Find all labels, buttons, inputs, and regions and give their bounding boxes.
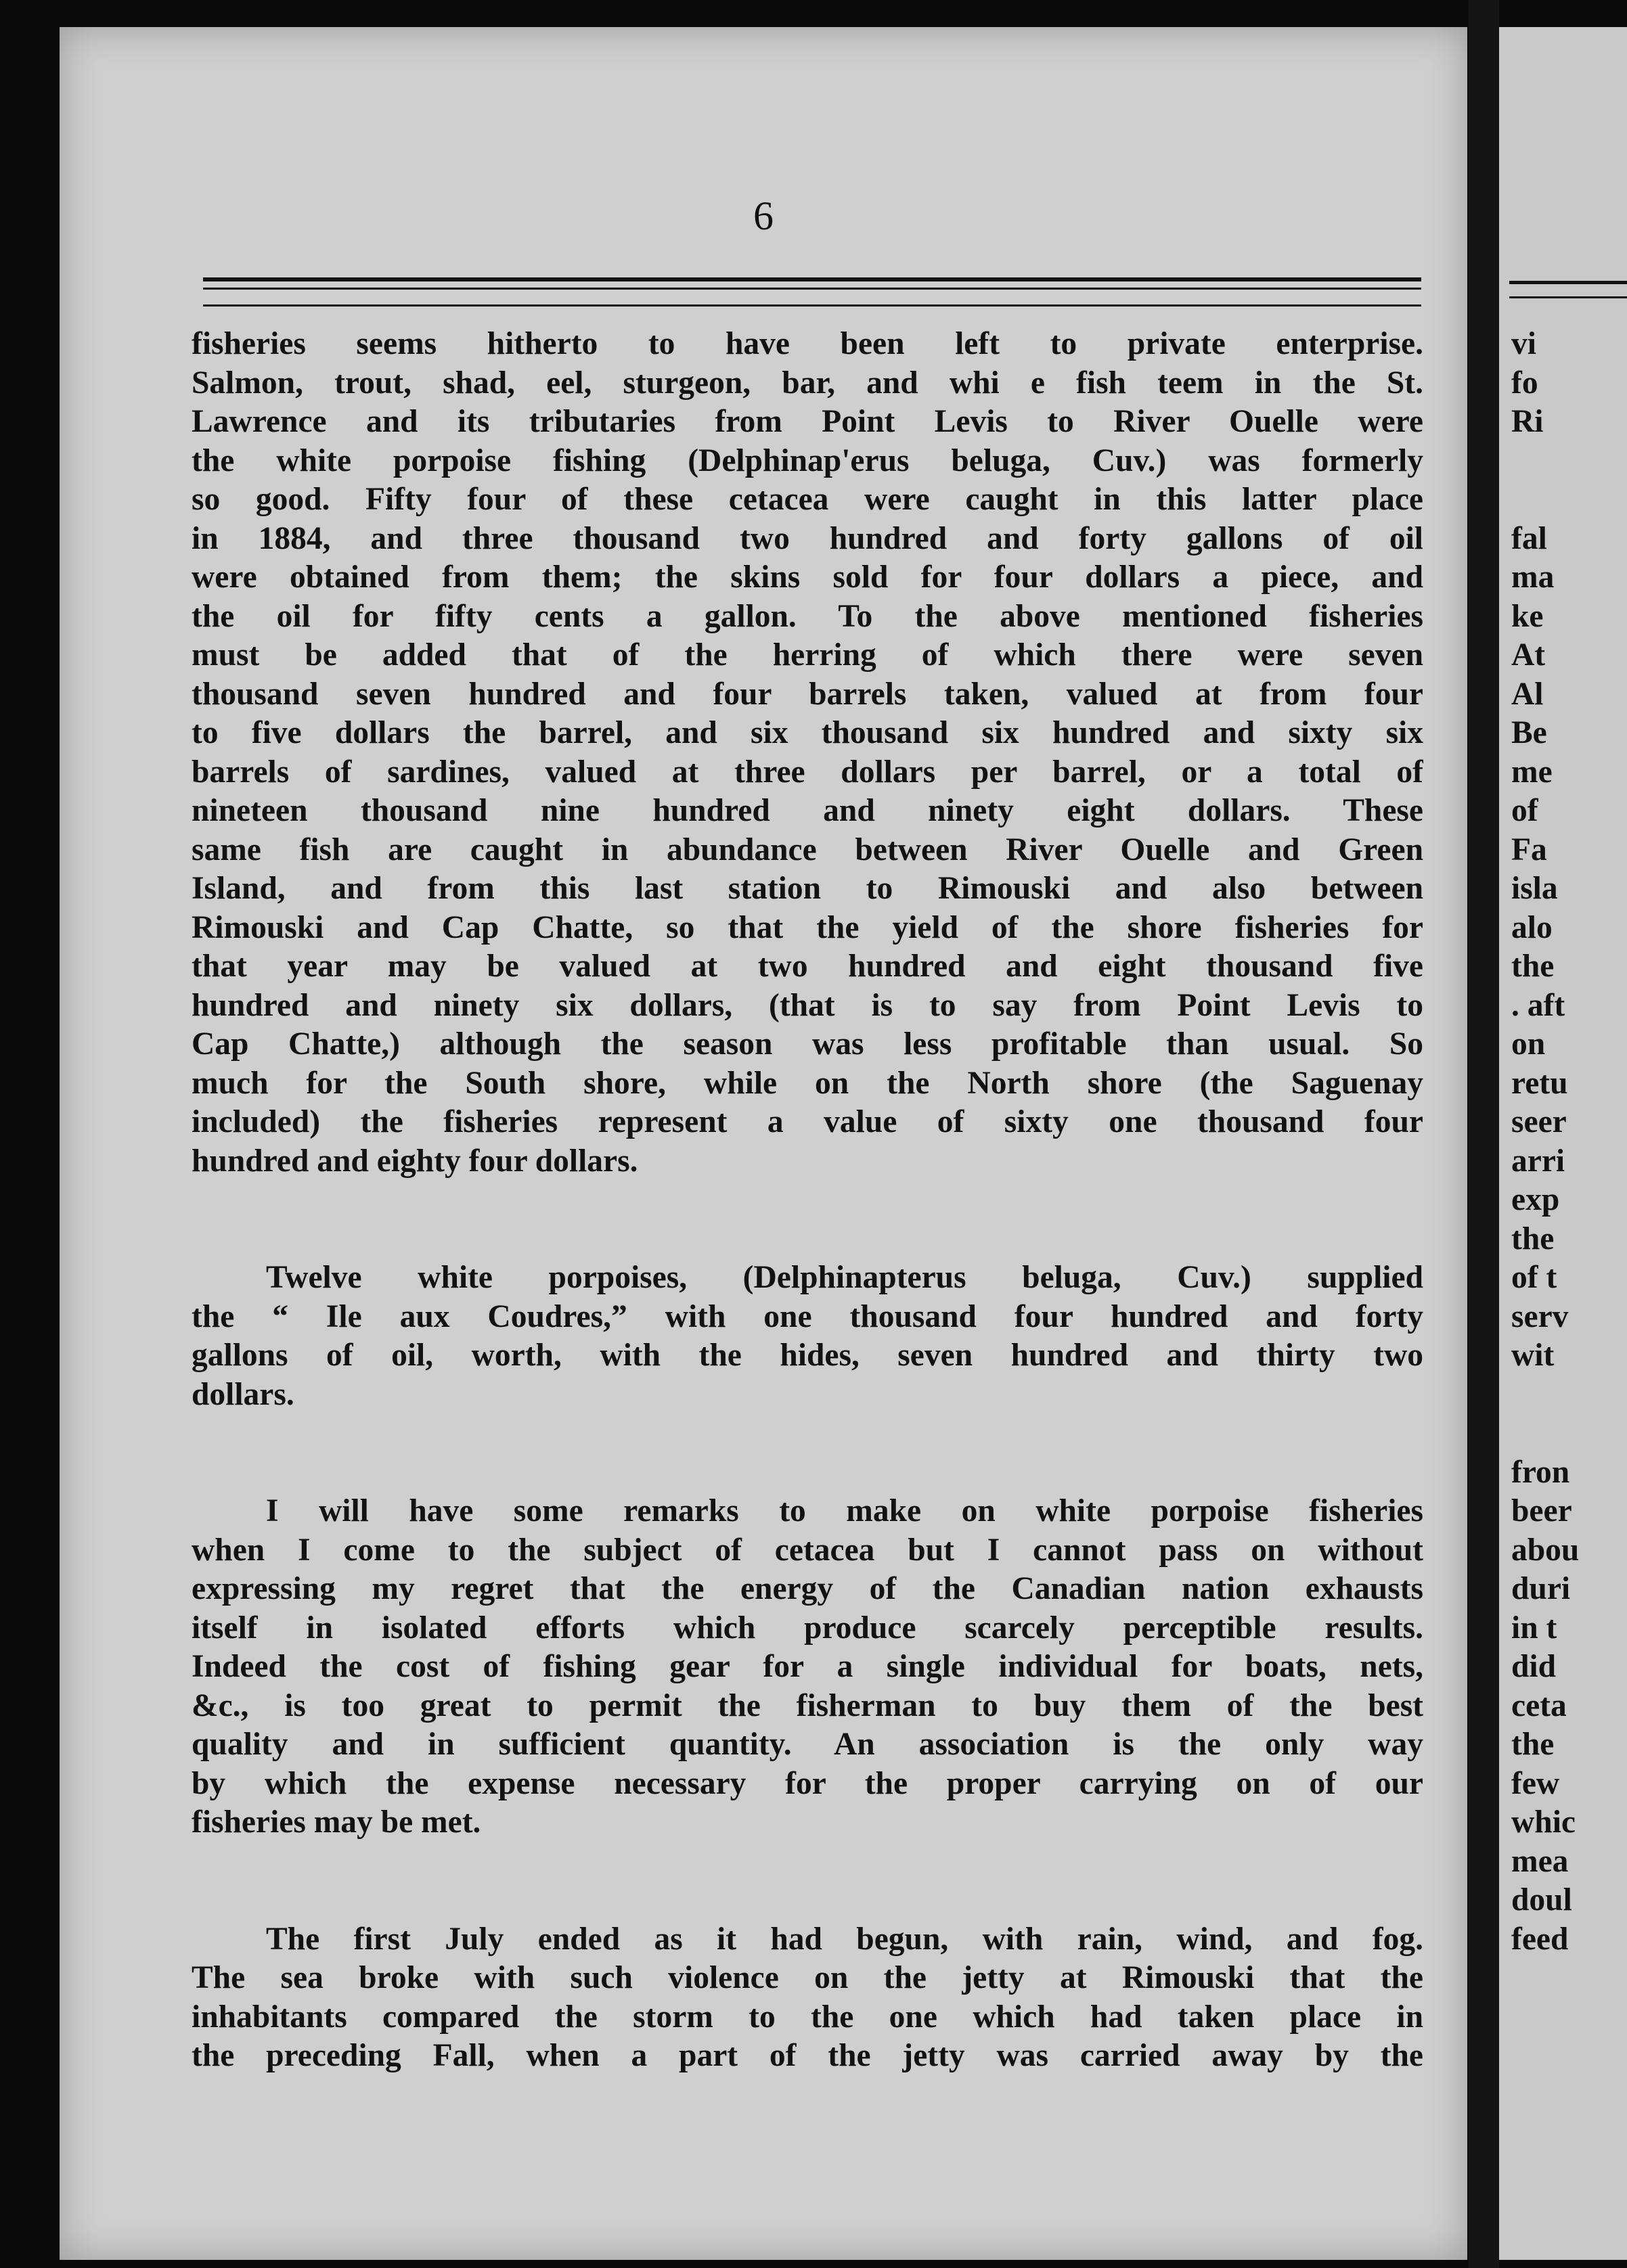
adjacent-text-line: beer	[1511, 1493, 1572, 1528]
adjacent-text-line: doul	[1511, 1882, 1572, 1918]
text-line: Island, and from this last station to Rimouski and also between	[192, 871, 1423, 906]
text-line: hundred and eighty four dollars.	[192, 1143, 638, 1179]
text-line: to five dollars the barrel, and six thousand six hundred and sixty six	[192, 715, 1423, 750]
adjacent-text-line: Fa	[1511, 832, 1547, 867]
text-line: that year may be valued at two hundred and eight thousand five	[192, 949, 1423, 984]
adjacent-page-text	[1511, 325, 1579, 1959]
adjacent-text-line: the	[1511, 1727, 1555, 1762]
adjacent-text-line: duri	[1511, 1571, 1571, 1606]
text-line: &c., is too great to permit the fisherman to buy them of the best	[192, 1687, 1423, 1723]
book-page	[60, 27, 1467, 2260]
page-gutter-shadow	[1469, 0, 1499, 2268]
adjacent-text-line: ke	[1511, 598, 1544, 634]
adjacent-text-line: abou	[1511, 1532, 1580, 1568]
adjacent-text-line: whic	[1511, 1805, 1576, 1840]
text-line: Lawrence and its tributaries from Point Levis to River Ouelle were	[192, 404, 1423, 439]
text-line: barrels of sardines, valued at three dollars per barrel, or a total of	[192, 754, 1423, 790]
adjacent-text-line	[1511, 1414, 1579, 1453]
adjacent-text-line: isla	[1511, 871, 1558, 906]
text-line: quality and in sufficient quantity. An association is the only way	[192, 1727, 1423, 1762]
text-line: itself in isolated efforts which produce scarcely perceptible results.	[192, 1610, 1423, 1646]
text-line: dollars.	[192, 1376, 294, 1412]
adjacent-text-line: At	[1511, 637, 1546, 673]
adjacent-text-line: Be	[1511, 715, 1547, 750]
adjacent-header-rule	[1509, 281, 1627, 298]
text-line: by which the expense necessary for the proper carrying on of our	[192, 1765, 1423, 1801]
paragraph-3	[192, 1492, 1423, 1842]
body-text	[192, 325, 1423, 2076]
text-line: in 1884, and three thousand two hundred and forty gallons of oil	[192, 520, 1423, 556]
header-rule	[203, 277, 1421, 307]
adjacent-text-line: feed	[1511, 1921, 1569, 1957]
adjacent-text-line: of t	[1511, 1260, 1557, 1295]
adjacent-text-line: in t	[1511, 1610, 1557, 1646]
adjacent-text-line: alo	[1511, 909, 1553, 945]
adjacent-text-line: fo	[1511, 365, 1538, 401]
text-line: were obtained from them; the skins sold for four dollars a piece, and	[192, 560, 1423, 595]
text-line: expressing my regret that the energy of the Canadian nation exhausts	[192, 1571, 1423, 1606]
text-line: Cap Chatte,) although the season was less profitable than usual. So	[192, 1026, 1423, 1062]
adjacent-text-line: ceta	[1511, 1687, 1567, 1723]
adjacent-text-line: me	[1511, 754, 1553, 790]
page-number: 6	[753, 194, 774, 238]
text-line: same fish are caught in abundance between River Ouelle and Green	[192, 832, 1423, 867]
text-line: Indeed the cost of fishing gear for a single individual for boats, nets,	[192, 1649, 1423, 1684]
adjacent-text-line: fal	[1511, 520, 1547, 556]
adjacent-text-line: did	[1511, 1649, 1557, 1684]
text-line: the “ Ile aux Coudres,” with one thousand four hundred and forty	[192, 1298, 1423, 1334]
adjacent-text-line: exp	[1511, 1182, 1560, 1217]
adjacent-text-line: . aft	[1511, 987, 1565, 1023]
adjacent-text-line: mea	[1511, 1843, 1569, 1879]
text-line: hundred and ninety six dollars, (that is to say from Point Levis to	[192, 987, 1423, 1023]
text-line: when I come to the subject of cetacea but I cannot pass on without	[192, 1532, 1423, 1568]
text-line: included) the fisheries represent a value of sixty one thousand four	[192, 1104, 1423, 1139]
adjacent-text-line	[1511, 442, 1579, 481]
adjacent-text-line: ma	[1511, 560, 1555, 595]
adjacent-text-line: wit	[1511, 1338, 1555, 1373]
adjacent-text-line	[1511, 480, 1579, 520]
text-line: much for the South shore, while on the North shore (the Saguenay	[192, 1065, 1423, 1101]
text-line: I will have some remarks to make on white porpoise fisheries	[266, 1493, 1423, 1528]
text-line: Twelve white porpoises, (Delphinapterus beluga, Cuv.) supplied	[266, 1260, 1423, 1295]
adjacent-text-line: the	[1511, 949, 1555, 984]
text-line: the white porpoise fishing (Delphinap'erus beluga, Cuv.) was formerly	[192, 443, 1423, 478]
text-line: Salmon, trout, shad, eel, sturgeon, bar, and whi e fish teem in the St.	[192, 365, 1423, 401]
adjacent-page-fragment	[1499, 27, 1627, 2260]
text-line: fisheries may be met.	[192, 1805, 481, 1840]
adjacent-text-line: retu	[1511, 1065, 1568, 1101]
adjacent-text-line: of	[1511, 793, 1538, 828]
text-line: Rimouski and Cap Chatte, so that the yield of the shore fisheries for	[192, 909, 1423, 945]
text-line: fisheries seems hitherto to have been left to private enterprise.	[192, 326, 1423, 361]
adjacent-text-line: fron	[1511, 1454, 1570, 1490]
text-line: thousand seven hundred and four barrels taken, valued at from four	[192, 676, 1423, 712]
text-line: must be added that of the herring of which there were seven	[192, 637, 1423, 673]
adjacent-text-line: seer	[1511, 1104, 1567, 1139]
adjacent-text-line	[1511, 1376, 1579, 1415]
text-line: the oil for fifty cents a gallon. To the above mentioned fisheries	[192, 598, 1423, 634]
paragraph-2	[192, 1258, 1423, 1414]
text-line: gallons of oil, worth, with the hides, seven hundred and thirty two	[192, 1338, 1423, 1373]
text-line: inhabitants compared the storm to the one which had taken place in	[192, 1999, 1423, 2035]
text-line: so good. Fifty four of these cetacea were caught in this latter place	[192, 482, 1423, 517]
text-line: the preceding Fall, when a part of the jetty was carried away by the	[192, 2038, 1423, 2073]
adjacent-text-line: Al	[1511, 676, 1544, 712]
text-line: The sea broke with such violence on the jetty at Rimouski that the	[192, 1960, 1423, 1995]
paragraph-4	[192, 1920, 1423, 2076]
adjacent-text-line: serv	[1511, 1298, 1569, 1334]
text-line: nineteen thousand nine hundred and ninety eight dollars. These	[192, 793, 1423, 828]
adjacent-text-line: Ri	[1511, 404, 1544, 439]
paragraph-1	[192, 325, 1423, 1181]
adjacent-text-line: few	[1511, 1765, 1560, 1801]
text-line: The first July ended as it had begun, with rain, wind, and fog.	[266, 1921, 1423, 1957]
adjacent-text-line: vi	[1511, 326, 1536, 361]
adjacent-text-line: arri	[1511, 1143, 1565, 1179]
adjacent-text-line: the	[1511, 1221, 1555, 1256]
adjacent-text-line: on	[1511, 1026, 1546, 1062]
